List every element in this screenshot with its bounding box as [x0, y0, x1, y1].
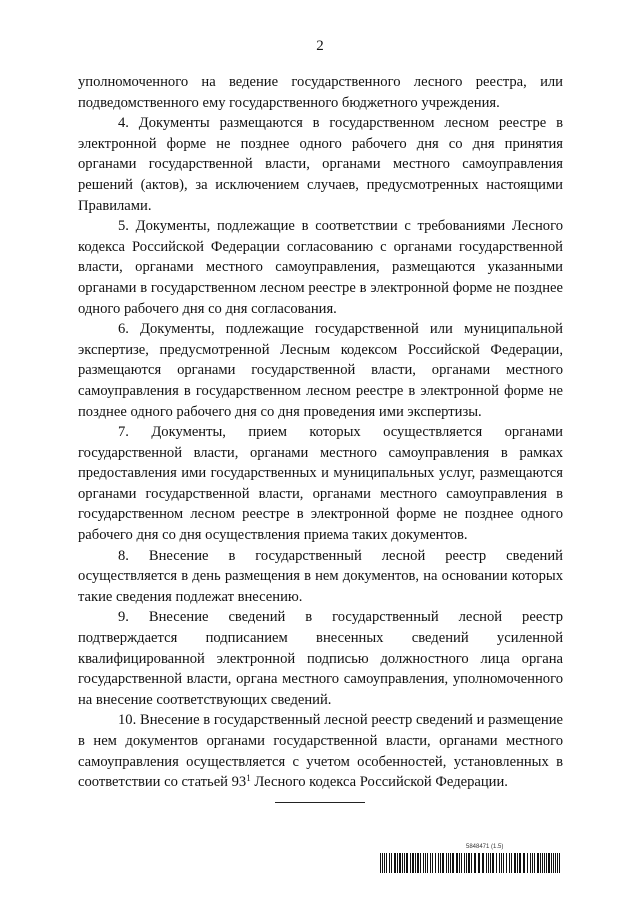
- paragraph-continuation: уполномоченного на ведение государственного лесного реестра, или подведомственного ему государственного бюджетного учреждения.: [78, 74, 563, 111]
- page-number: 2: [316, 38, 324, 54]
- paragraph-5: 5. Документы, подлежащие в соответствии с требованиями Лесного кодекса Российской Федерации согласованию с органами государственной власти, органами местного самоуправления, размещаются указанными органами в государственном лесном реестре в электронной форме не позднее одного рабочего дня со дня согласования.: [78, 218, 563, 317]
- paragraph-9: 9. Внесение сведений в государственный лесной реестр подтверждается подписанием внесенных сведений усиленной квалифицированной электронной подписью должностного лица органа государственной власти, органа местного самоуправления, уполномоченного на внесение соответствующих сведений.: [78, 609, 563, 708]
- paragraph-8: 8. Внесение в государственный лесной реестр сведений осуществляется в день размещения в нем документов, на основании которых такие сведения подлежат внесению.: [78, 547, 563, 605]
- article-superscript: 1: [246, 773, 251, 784]
- paragraph-10-text: 10. Внесение в государственный лесной реестр сведений и размещение в нем документов органами государственной власти, органами местного самоуправления осуществляется с учетом особенностей, установленных в соответствии со статьей 93: [78, 712, 563, 791]
- paragraph-10: [78, 710, 563, 792]
- footer-divider: [275, 802, 365, 803]
- document-body: [78, 72, 563, 793]
- paragraph-4: 4. Документы размещаются в государственном лесном реестре в электронной форме не позднее одного рабочего дня со дня принятия органами государственной власти, органами местного самоуправления решений (актов), за исключением случаев, предусмотренных настоящими Правилами.: [78, 115, 563, 214]
- paragraph-10-tail: Лесного кодекса Российской Федерации.: [250, 774, 508, 791]
- barcode-caption: 5848471 (1.5): [466, 844, 504, 850]
- barcode-icon: [380, 853, 561, 873]
- paragraph-6: 6. Документы, подлежащие государственной или муниципальной экспертизе, предусмотренной Лесным кодексом Российской Федерации, размещаются органами государственной власти, органами местного самоуправления в государственном лесном реестре в электронной форме не позднее одного рабочего дня со дня проведения ими экспертизы.: [78, 321, 563, 420]
- paragraph-7: 7. Документы, прием которых осуществляется органами государственной власти, органами местного самоуправления в рамках предоставления ими государственных и муниципальных услуг, размещаются органами государственной власти, органами местного самоуправления в государственном лесном реестре в электронной форме не позднее одного рабочего дня со дня осуществления приема таких документов.: [78, 424, 563, 544]
